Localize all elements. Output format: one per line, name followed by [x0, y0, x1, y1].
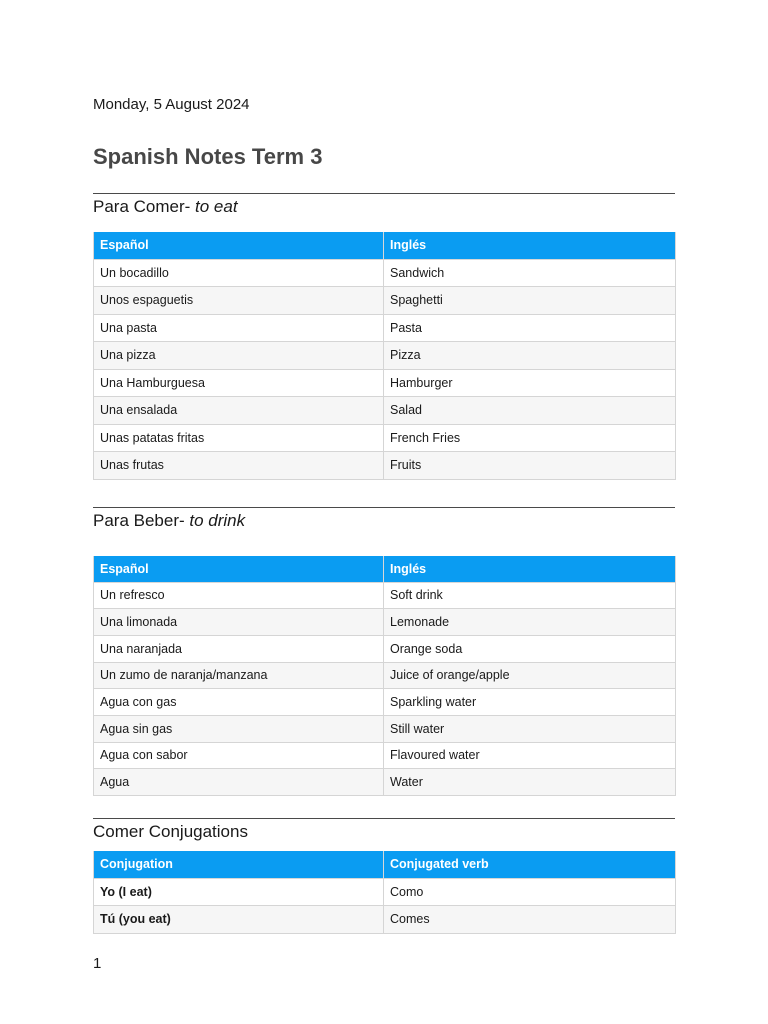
english-cell: French Fries	[384, 424, 676, 452]
section-para-beber	[93, 507, 675, 531]
table-row	[94, 662, 676, 689]
english-cell: Fruits	[384, 452, 676, 480]
date-line: Monday, 5 August 2024	[93, 96, 250, 113]
table-row	[94, 742, 676, 769]
table-header-row	[94, 556, 676, 582]
spanish-cell: Unas frutas	[94, 452, 384, 480]
spanish-cell: Un bocadillo	[94, 259, 384, 287]
conjugation-table	[93, 851, 676, 934]
spanish-cell: Agua con sabor	[94, 742, 384, 769]
english-cell: Pizza	[384, 342, 676, 370]
vocab-table-food	[93, 232, 676, 480]
section-heading: Comer Conjugations	[93, 822, 248, 841]
column-header-conjugation: Conjugation	[94, 851, 384, 878]
page-title: Spanish Notes Term 3	[93, 144, 323, 169]
table-row	[94, 314, 676, 342]
column-header-english: Inglés	[384, 232, 676, 259]
section-divider	[93, 818, 675, 819]
table-row	[94, 715, 676, 742]
table-row	[94, 906, 676, 934]
column-header-conjugated-verb: Conjugated verb	[384, 851, 676, 878]
english-cell: Lemonade	[384, 609, 676, 636]
english-cell: Spaghetti	[384, 287, 676, 315]
table-row	[94, 369, 676, 397]
spanish-cell: Agua sin gas	[94, 715, 384, 742]
table-header-row	[94, 851, 676, 878]
english-cell: Salad	[384, 397, 676, 425]
conjugation-cell: Tú (you eat)	[94, 906, 384, 934]
table-row	[94, 609, 676, 636]
section-heading: Para Beber- to drink	[93, 511, 246, 530]
table-row	[94, 452, 676, 480]
table-row	[94, 424, 676, 452]
spanish-cell: Unas patatas fritas	[94, 424, 384, 452]
english-cell: Orange soda	[384, 635, 676, 662]
table-row	[94, 582, 676, 609]
table-row	[94, 287, 676, 315]
vocab-table-drinks	[93, 556, 676, 796]
table-row	[94, 342, 676, 370]
spanish-cell: Un zumo de naranja/manzana	[94, 662, 384, 689]
table-header-row	[94, 232, 676, 259]
conjugation-cell: Yo (I eat)	[94, 878, 384, 906]
spanish-cell: Agua	[94, 769, 384, 796]
english-cell: Soft drink	[384, 582, 676, 609]
section-para-comer	[93, 193, 675, 217]
english-cell: Hamburger	[384, 369, 676, 397]
table-row	[94, 635, 676, 662]
english-cell: Water	[384, 769, 676, 796]
table-row	[94, 689, 676, 716]
spanish-cell: Una pizza	[94, 342, 384, 370]
english-cell: Flavoured water	[384, 742, 676, 769]
spanish-cell: Una Hamburguesa	[94, 369, 384, 397]
column-header-english: Inglés	[384, 556, 676, 582]
english-cell: Sandwich	[384, 259, 676, 287]
spanish-cell: Unos espaguetis	[94, 287, 384, 315]
table-row	[94, 878, 676, 906]
table-row	[94, 259, 676, 287]
spanish-cell: Una naranjada	[94, 635, 384, 662]
page-number: 1	[93, 955, 102, 972]
spanish-cell: Un refresco	[94, 582, 384, 609]
english-cell: Still water	[384, 715, 676, 742]
column-header-spanish: Español	[94, 232, 384, 259]
english-cell: Sparkling water	[384, 689, 676, 716]
verb-cell: Comes	[384, 906, 676, 934]
table-row	[94, 397, 676, 425]
section-comer-conjugations	[93, 818, 675, 842]
spanish-cell: Una ensalada	[94, 397, 384, 425]
section-heading: Para Comer- to eat	[93, 197, 238, 216]
section-divider	[93, 193, 675, 194]
spanish-cell: Agua con gas	[94, 689, 384, 716]
spanish-cell: Una limonada	[94, 609, 384, 636]
section-divider	[93, 507, 675, 508]
column-header-spanish: Español	[94, 556, 384, 582]
verb-cell: Como	[384, 878, 676, 906]
english-cell: Pasta	[384, 314, 676, 342]
table-row	[94, 769, 676, 796]
spanish-cell: Una pasta	[94, 314, 384, 342]
english-cell: Juice of orange/apple	[384, 662, 676, 689]
